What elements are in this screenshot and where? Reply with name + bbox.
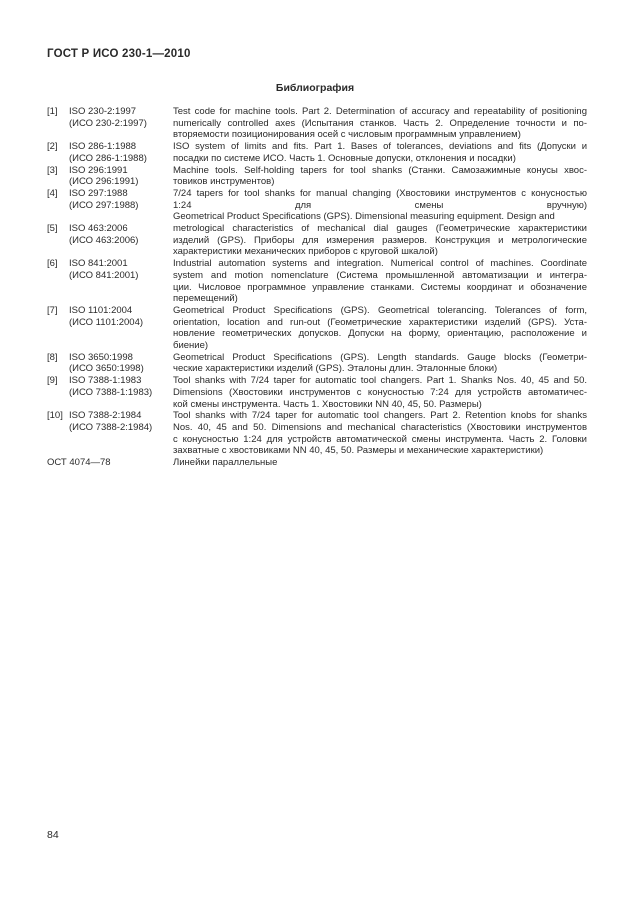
bibliography-title: Библиография <box>275 82 355 94</box>
entry-code-ru: (ИСО 7388-1:1983) <box>69 386 153 398</box>
bibliography-entry <box>47 375 587 410</box>
description-line: ции. Числовое программное управление станками. Системы координат и обозначение <box>173 281 587 293</box>
entry-description <box>173 305 587 352</box>
entry-code-ru: (ИСО 297:1988) <box>69 199 139 211</box>
description-line: 1:24 для смены вручную) <box>173 199 587 211</box>
entry-description <box>173 106 587 141</box>
entry-code-iso: ISO 1101:2004 <box>69 304 133 316</box>
description-line: Machine tools. Self-holding tapers for tool shanks (Станки. Самозажимные конусы хвос- <box>173 164 587 176</box>
entry-standard-code <box>69 352 144 375</box>
entry-code-ru: (ИСО 7388-2:1984) <box>69 421 153 433</box>
description-line: numerically controlled axes (Испытания станков. Часть 2. Определение точности и по- <box>173 117 587 129</box>
entry-code-iso: ISO 296:1991 <box>69 164 128 176</box>
description-line: Geometrical Product Specifications (GPS). Dimensional measuring equipment. Design and <box>173 211 555 223</box>
entry-description <box>173 457 587 469</box>
entry-number: [5] <box>47 223 58 235</box>
bibliography-entry <box>47 141 587 164</box>
entry-standard-code <box>69 258 138 281</box>
entry-description <box>173 352 587 375</box>
entry-code-ru: (ИСО 286-1:1988) <box>69 152 147 164</box>
description-line: перемещений) <box>173 293 238 305</box>
bibliography-entry <box>47 258 587 305</box>
entry-code-iso: ISO 7388-2:1984 <box>69 410 142 422</box>
description-line: Industrial automation systems and integration. Numerical control of machines. Coordinate <box>173 258 587 270</box>
entry-description <box>173 258 587 305</box>
description-line: Tool shanks with 7/24 taper for automatic tool changers. Part 1. Shanks Nos. 40, 45 and 50. <box>173 375 587 387</box>
description-line: биение) <box>173 340 209 352</box>
bibliography-entry <box>47 352 587 375</box>
bibliography-entry <box>47 410 587 457</box>
entry-description <box>173 410 587 457</box>
description-line: ISO system of limits and fits. Part 1. Bases of tolerances, deviations and fits (Допуски и <box>173 141 587 153</box>
entry-number: [7] <box>47 304 58 316</box>
description-line: Линейки параллельные <box>173 457 278 469</box>
entry-description <box>173 165 587 188</box>
description-line: кой смены инструмента. Часть 1. Хвостовики NN 40, 45, 50. Размеры) <box>173 398 482 410</box>
entry-description <box>173 375 587 410</box>
description-line: metrological characteristics of mechanical dial gauges (Геометрические характеристики <box>173 223 587 235</box>
entry-description <box>173 223 587 258</box>
bibliography-entry <box>47 165 587 188</box>
entry-standard-code <box>69 165 138 188</box>
entry-code-ru: (ИСО 230-2:1997) <box>69 117 147 129</box>
description-line: Geometrical Product Specifications (GPS). Length standards. Gauge blocks (Геометри- <box>173 351 587 363</box>
description-line: посадки по системе ИСО. Часть 1. Основные допуски, отклонения и посадки) <box>173 152 516 164</box>
entry-code-ru: (ИСО 3650:1998) <box>69 363 144 375</box>
description-line: Dimensions (Хвостовики инструментов с конусностью 7:24 для устройств автоматичес- <box>173 386 587 398</box>
entry-number: [1] <box>47 106 58 117</box>
entry-description <box>173 141 587 164</box>
entry-description <box>173 188 587 223</box>
description-line: 7/24 tapers for tool shanks for manual changing (Хвостовики инструментов с конусностью <box>173 187 587 199</box>
description-line: ческие характеристики изделий (GPS). Эталоны длин. Эталонные блоки) <box>173 363 498 375</box>
bibliography-entry <box>47 305 587 352</box>
description-line: Nos. 40, 45 and 50. Dimensions and mechanical characteristics (Хвостовики инструментов <box>173 421 587 433</box>
entry-standard-code: ОСТ 4074—78 <box>47 457 111 469</box>
entry-code-iso: ISO 7388-1:1983 <box>69 375 142 387</box>
document-header: ГОСТ Р ИСО 230-1—2010 <box>47 48 191 60</box>
description-line: Test code for machine tools. Part 2. Determination of accuracy and repeatability of positioning <box>173 106 587 117</box>
entry-code-iso: ISO 841:2001 <box>69 258 128 270</box>
entry-number: [9] <box>47 375 58 387</box>
description-line: orientation, location and run-out (Геометрические характеристики изделий (GPS). Уста- <box>173 316 587 328</box>
description-line: вторяемости позиционирования осей с числовым программным управлением) <box>173 129 521 141</box>
entry-code-ru: (ИСО 1101:2004) <box>69 316 144 328</box>
entry-code-iso: ISO 3650:1998 <box>69 351 133 363</box>
description-line: с конусностью 1:24 для устройств автоматической смены инструмента. Часть 2. Головки <box>173 433 587 445</box>
entry-number: [6] <box>47 258 58 270</box>
entry-code-ru: (ИСО 841:2001) <box>69 269 139 281</box>
description-line: новление геометрических допусков. Допуски на форму, ориентацию, расположение и <box>173 328 587 340</box>
entry-number: [3] <box>47 164 58 176</box>
bibliography-entry <box>47 106 587 141</box>
entry-code-ru: (ИСО 296:1991) <box>69 176 139 188</box>
description-line: характеристики механических приборов с круговой шкалой) <box>173 246 438 258</box>
description-line: товиков инструментов) <box>173 176 275 188</box>
page-number: 84 <box>47 829 59 841</box>
entry-standard-code <box>69 305 143 328</box>
bibliography-list <box>47 106 587 469</box>
description-line: Geometrical Product Specifications (GPS). Geometrical tolerancing. Tolerances of form, <box>173 304 587 316</box>
entry-number: [4] <box>47 187 58 199</box>
entry-number: [10] <box>47 410 63 422</box>
description-line: изделий (GPS). Приборы для измерения размеров. Конструкция и метрологические <box>173 234 587 246</box>
entry-number: [2] <box>47 141 58 153</box>
entry-standard-code <box>69 188 138 211</box>
entry-code-iso: ISO 286-1:1988 <box>69 141 137 153</box>
entry-standard-code <box>69 106 147 129</box>
description-line: захватные с хвостовиками NN 40, 45, 50. Размеры и механические характеристики) <box>173 445 544 457</box>
bibliography-entry <box>47 188 587 223</box>
entry-code-iso: ISO 230-2:1997 <box>69 106 137 117</box>
entry-number: [8] <box>47 351 58 363</box>
entry-code-iso: ISO 297:1988 <box>69 187 128 199</box>
entry-code-iso: ISO 463:2006 <box>69 223 128 235</box>
bibliography-entry-ost <box>47 457 587 469</box>
description-line: Tool shanks with 7/24 taper for automatic tool changers. Part 2. Retention knobs for shanks <box>173 410 587 422</box>
entry-standard-code <box>69 141 147 164</box>
entry-standard-code <box>69 410 152 433</box>
bibliography-entry <box>47 223 587 258</box>
entry-code-ru: (ИСО 463:2006) <box>69 234 139 246</box>
description-line: system and motion nomenclature (Система промышленной автоматизации и интегра- <box>173 269 587 281</box>
entry-standard-code <box>69 223 138 246</box>
entry-standard-code <box>69 375 152 398</box>
